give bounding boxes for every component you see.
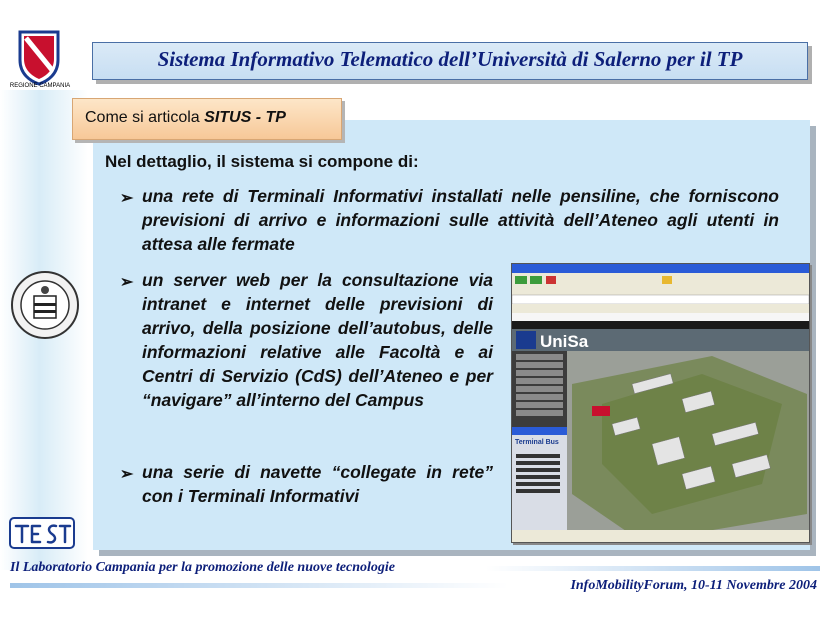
intro-text: Nel dettaglio, il sistema si compone di: (105, 152, 419, 171)
campus-web-screenshot (511, 263, 810, 543)
university-seal (10, 270, 80, 340)
bullet-arrow-icon: ➢ (120, 190, 134, 207)
bullet-item-1: una rete di Terminali Informativi installati nelle pensiline, che forniscono previsioni di arrivo e informazioni sulle attività dell’Ateneo agli utenti in attesa alle fermate (142, 186, 779, 254)
bullet-item-3: una serie di navette “collegate in rete” con i Terminali Informativi (142, 462, 493, 506)
footer-left-text: Il Laboratorio Campania per la promozione delle nuove tecnologie (10, 560, 395, 575)
terminal-bus-title: Terminal Bus (515, 439, 559, 446)
bullet-arrow-icon: ➢ (120, 466, 134, 483)
section-label-emph: SITUS - TP (204, 109, 286, 126)
section-label-prefix: Come si articola (85, 109, 205, 126)
footer-right-text: InfoMobilityForum, 10-11 Novembre 2004 (570, 578, 817, 593)
section-label (85, 109, 286, 127)
footer-bar-top (486, 566, 820, 571)
bullet-item-2: un server web per la consultazione via intranet e internet delle previsioni di arrivo, della posizione dell’autobus, delle informazioni relative alle Facoltà e ai Centri di Servizio (CdS) dell’Ateneo e per “navigare” all’interno del Campus (142, 270, 493, 410)
unisa-brand: UniSa (540, 332, 589, 351)
logo-caption: REGIONE CAMPANIA (9, 83, 71, 89)
test-lab-logo (8, 512, 78, 552)
title-bar (92, 42, 808, 80)
page-title: Sistema Informativo Telematico dell’Università di Salerno per il TP (157, 47, 743, 71)
bullet-arrow-icon: ➢ (120, 274, 134, 291)
section-tab (72, 98, 342, 140)
footer-bar-bottom (10, 583, 508, 588)
